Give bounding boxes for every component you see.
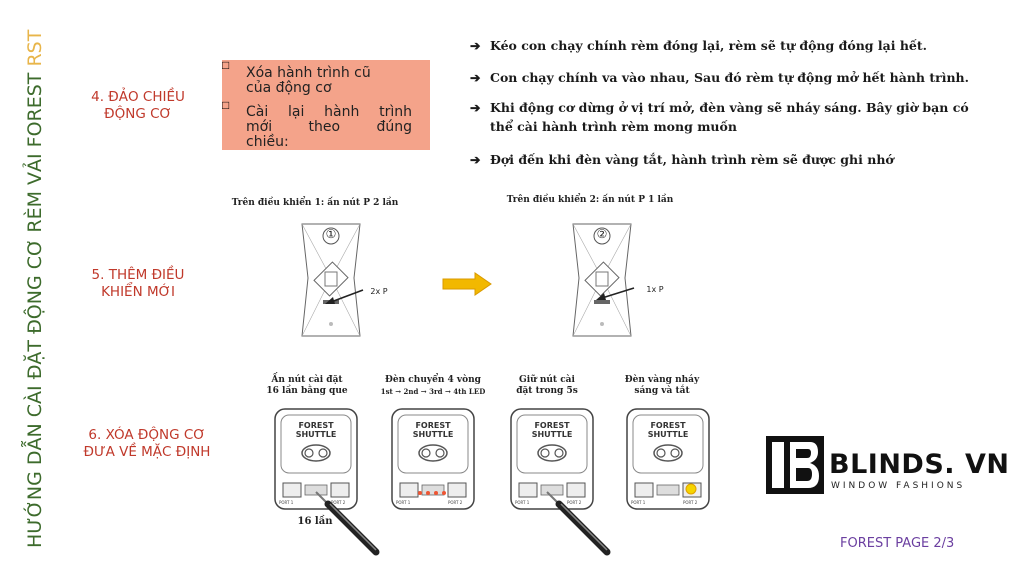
- box-item-clear-line2: của động cơ: [246, 80, 332, 96]
- step-item: [470, 152, 894, 167]
- remote-2-caption: Trên điều khiển 2: ấn nút P 1 lần: [506, 195, 674, 205]
- box-item-reset-line3: chiều:: [246, 134, 289, 150]
- step-item: [470, 100, 969, 115]
- reset-step-1-line1: Ấn nút cài đặt: [271, 375, 343, 385]
- reset-step-3-caption: [507, 375, 587, 397]
- pointer-arrow-icon: [325, 288, 365, 308]
- device-brand-line2: SHUTTLE: [412, 430, 454, 439]
- section-add-remote: [78, 267, 198, 301]
- reset-step-2-line2: 1st → 2nd → 3rd → 4th LED: [380, 387, 486, 396]
- device-port-label-2: PORT 2: [331, 500, 346, 505]
- vertical-title-main: HƯỚNG DẪN CÀI ĐẶT ĐỘNG CƠ RÈM VẢI FOREST: [24, 72, 46, 548]
- step-text: Đợi đến khi đèn vàng tắt, hành trình rèm sẽ được ghi nhớ: [490, 152, 894, 167]
- device-port-label-1: PORT 1: [279, 500, 294, 505]
- reset-step-3-line1: Giữ nút cài: [519, 375, 575, 385]
- reset-step-1-caption: [262, 375, 352, 397]
- device-port-label-1: PORT 1: [515, 500, 530, 505]
- logo-name: BLINDS. VN: [829, 449, 1010, 480]
- device-port-label-2: PORT 2: [683, 500, 698, 505]
- box-item-reset-line2: mới theo đúng: [246, 119, 412, 135]
- device-port-label-2: PORT 2: [567, 500, 582, 505]
- step-text: Con chạy chính va vào nhau, Sau đó rèm tự động mở hết hành trình.: [490, 70, 969, 85]
- arrow-right-icon: ➔: [470, 70, 481, 85]
- reset-step-4-line1: Đèn vàng nháy: [624, 375, 700, 385]
- step-item: [470, 70, 969, 85]
- reset-step-3-line2: đặt trong 5s: [516, 386, 578, 396]
- pin-tool-2: [545, 490, 615, 556]
- reset-step-2-caption: [378, 375, 488, 397]
- section-reset-line2: ĐƯA VỀ MẶC ĐỊNH: [83, 444, 211, 460]
- arrow-right-icon: ➔: [470, 100, 481, 115]
- box-item-clear-line1: Xóa hành trình cũ: [246, 65, 371, 81]
- remote-1-number: ①: [325, 227, 337, 241]
- remote-2-pointer-label: 1x P: [646, 285, 664, 294]
- motor-device-4: [625, 405, 711, 513]
- blinds-vn-logo-mark: [766, 436, 824, 494]
- arrow-right-icon: ➔: [470, 38, 481, 53]
- device-brand-line1: FOREST: [650, 421, 686, 430]
- remote-2-number: ②: [596, 227, 608, 241]
- section-add-remote-line2: KHIỂN MỚI: [101, 284, 175, 300]
- device-brand-line1: FOREST: [534, 421, 570, 430]
- device-port-label-2: PORT 2: [448, 500, 463, 505]
- vertical-title-accent: RST: [24, 29, 46, 67]
- remote-1-pointer-label: 2x P: [370, 287, 388, 296]
- press-count-label: 16 lần: [297, 516, 333, 527]
- reset-step-4-line2: sáng và tắt: [634, 386, 690, 396]
- device-brand-line2: SHUTTLE: [531, 430, 573, 439]
- device-brand-line2: SHUTTLE: [295, 430, 337, 439]
- device-port-label-1: PORT 1: [396, 500, 411, 505]
- remote-1-caption: Trên điều khiển 1: ấn nút P 2 lần: [231, 198, 399, 208]
- device-port-label-1: PORT 1: [631, 500, 646, 505]
- box-item-reset-line1: Cài lại hành trình: [246, 104, 412, 120]
- reset-step-2-line1: Đèn chuyển 4 vòng: [385, 375, 481, 385]
- motor-device-2: [390, 405, 476, 513]
- device-brand-line1: FOREST: [415, 421, 451, 430]
- step-text: Kéo con chạy chính rèm đóng lại, rèm sẽ tự động đóng lại hết.: [490, 38, 927, 53]
- section-reverse-line1: 4. ĐẢO CHIỀU: [91, 89, 185, 105]
- step-text: Khi động cơ dừng ở vị trí mở, đèn vàng sẽ nháy sáng. Bây giờ bạn có: [490, 100, 969, 115]
- next-step-arrow-icon: [443, 272, 493, 296]
- bullet-checkbox-icon: □: [222, 58, 230, 72]
- step-text-continued: thể cài hành trình rèm mong muốn: [490, 119, 737, 134]
- section-add-remote-line1: 5. THÊM ĐIỀU: [91, 267, 185, 283]
- device-brand-line2: SHUTTLE: [647, 430, 689, 439]
- logo-tagline: WINDOW FASHIONS: [831, 481, 966, 491]
- pointer-arrow-icon: [596, 286, 636, 306]
- section-reverse-line2: ĐỘNG CƠ: [104, 106, 172, 122]
- reset-step-4-caption: [622, 375, 702, 397]
- arrow-right-icon: ➔: [470, 152, 481, 167]
- section-reverse-motor: [78, 89, 198, 123]
- page-footer: FOREST PAGE 2/3: [840, 536, 955, 551]
- box-item-clear: [246, 66, 426, 96]
- device-brand-line1: FOREST: [298, 421, 334, 430]
- reverse-instructions-box: [222, 60, 430, 150]
- reset-step-1-line2: 16 lần bằng que: [266, 386, 348, 396]
- section-reset-line1: 6. XÓA ĐỘNG CƠ: [88, 427, 206, 443]
- box-item-reset: [246, 105, 412, 135]
- vertical-title: [24, 28, 46, 548]
- step-item: [470, 38, 927, 53]
- bullet-checkbox-icon: □: [222, 98, 230, 112]
- section-factory-reset: [72, 427, 222, 461]
